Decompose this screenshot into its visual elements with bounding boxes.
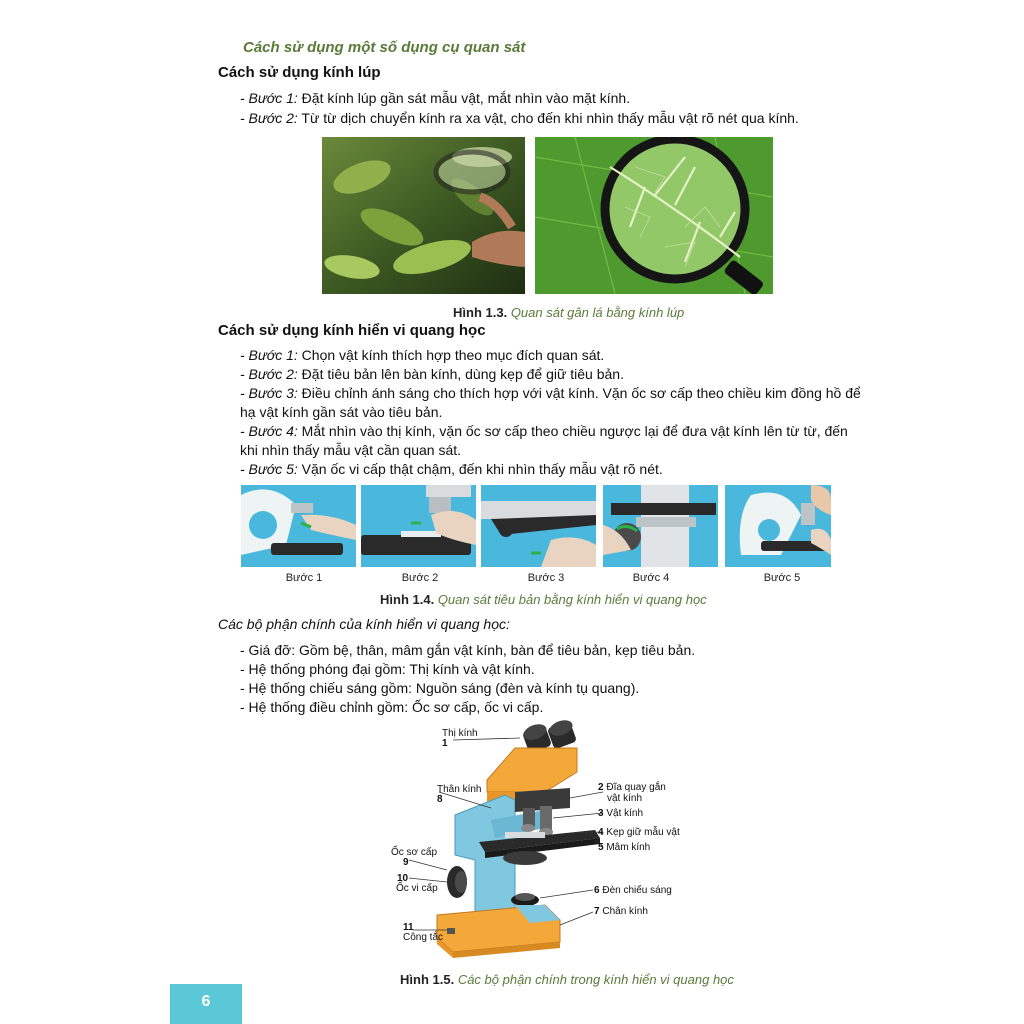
- figure-1-5-caption: Hình 1.5. Các bộ phận chính trong kính hiển vi quang học: [400, 972, 734, 987]
- loupe-photo-leaf: [535, 137, 773, 294]
- loupe-photo-leaf-graphic: [535, 137, 773, 294]
- page-number: 6: [170, 984, 242, 1024]
- loupe-photo-hand: [322, 137, 525, 294]
- microscope-step-4-cont: khi nhìn thấy mẫu vật cần quan sát.: [240, 442, 462, 458]
- microscope-step-3-cont: hạ vật kính gần sát vào tiêu bản.: [240, 404, 443, 420]
- loupe-heading: Cách sử dụng kính lúp: [218, 64, 381, 81]
- parts-item-2: - Hệ thống phóng đại gồm: Thị kính và vật kính.: [240, 661, 535, 677]
- microscope-step-2: - Bước 2: Đặt tiêu bản lên bàn kính, dùng kẹp để giữ tiêu bản.: [240, 366, 624, 382]
- label-revolver-cont: vật kính: [607, 793, 643, 804]
- parts-item-3: - Hệ thống chiếu sáng gồm: Nguồn sáng (đèn và kính tụ quang).: [240, 680, 640, 696]
- label-objective: 3 Vật kính: [598, 808, 644, 819]
- microscope-step-1: - Bước 1: Chọn vật kính thích hợp theo mục đích quan sát.: [240, 347, 605, 363]
- loupe-step-2: - Bước 2: Từ từ dịch chuyển kính ra xa vật, cho đến khi nhìn thấy mẫu vật rõ nét qua kính.: [240, 110, 799, 126]
- parts-item-4: - Hệ thống điều chỉnh gồm: Ốc sơ cấp, ốc vi cấp.: [240, 699, 544, 715]
- microscope-step-4: - Bước 4: Mắt nhìn vào thị kính, vặn ốc sơ cấp theo chiều ngược lại để đưa vật kính lên từ từ, đến: [240, 423, 848, 439]
- label-ocular-num: 1: [442, 738, 448, 749]
- microscope-step-3: - Bước 3: Điều chỉnh ánh sáng cho thích hợp với vật kính. Vặn ốc sơ cấp theo chiều kim đồng hồ để: [240, 385, 861, 401]
- label-fine-num: 10: [397, 873, 409, 884]
- step-images-strip: [241, 485, 831, 567]
- label-arm-name: Thân kính: [437, 784, 482, 795]
- label-fine-name: Ốc vi cấp: [396, 883, 438, 894]
- microscope-step-5: - Bước 5: Vặn ốc vi cấp thật chậm, đến khi nhìn thấy mẫu vật rõ nét.: [240, 461, 663, 477]
- label-switch-name: Công tắc: [403, 932, 444, 943]
- step-images-graphic: [241, 485, 831, 567]
- parts-intro: Các bộ phận chính của kính hiển vi quang học:: [218, 616, 510, 632]
- step-image-label-2: Bước 2: [401, 572, 439, 584]
- label-coarse-num: 9: [403, 857, 409, 868]
- step-image-label-4: Bước 4: [632, 572, 670, 584]
- label-switch-num: 11: [403, 922, 414, 933]
- label-stage: 5 Mâm kính: [598, 842, 651, 853]
- label-stage-clip: 4 Kẹp giữ mẫu vật: [598, 827, 680, 838]
- label-arm-num: 8: [437, 794, 443, 805]
- figure-1-3-caption: Hình 1.3. Quan sát gân lá bằng kính lúp: [453, 305, 685, 320]
- label-ocular-name: Thị kính: [442, 728, 478, 739]
- figure-1-4-caption: Hình 1.4. Quan sát tiêu bản bằng kính hiển vi quang học: [380, 592, 707, 607]
- step-image-label-5: Bước 5: [763, 572, 801, 584]
- microscope-heading: Cách sử dụng kính hiển vi quang học: [218, 322, 486, 339]
- label-coarse-name: Ốc sơ cấp: [391, 847, 438, 858]
- loupe-photo-hand-graphic: [322, 137, 525, 294]
- loupe-step-1: - Bước 1: Đặt kính lúp gần sát mẫu vật, mắt nhìn vào mặt kính.: [240, 90, 631, 106]
- step-image-label-3: Bước 3: [527, 572, 565, 584]
- step-image-label-1: Bước 1: [285, 572, 323, 584]
- section-title: Cách sử dụng một số dụng cụ quan sát: [243, 39, 526, 56]
- parts-item-1: - Giá đỡ: Gồm bệ, thân, mâm gắn vật kính, bàn để tiêu bản, kẹp tiêu bản.: [240, 642, 696, 658]
- label-base: 7 Chân kính: [594, 906, 648, 917]
- label-revolver: 2 Đĩa quay gắn: [598, 782, 666, 793]
- label-lamp: 6 Đèn chiếu sáng: [594, 885, 672, 896]
